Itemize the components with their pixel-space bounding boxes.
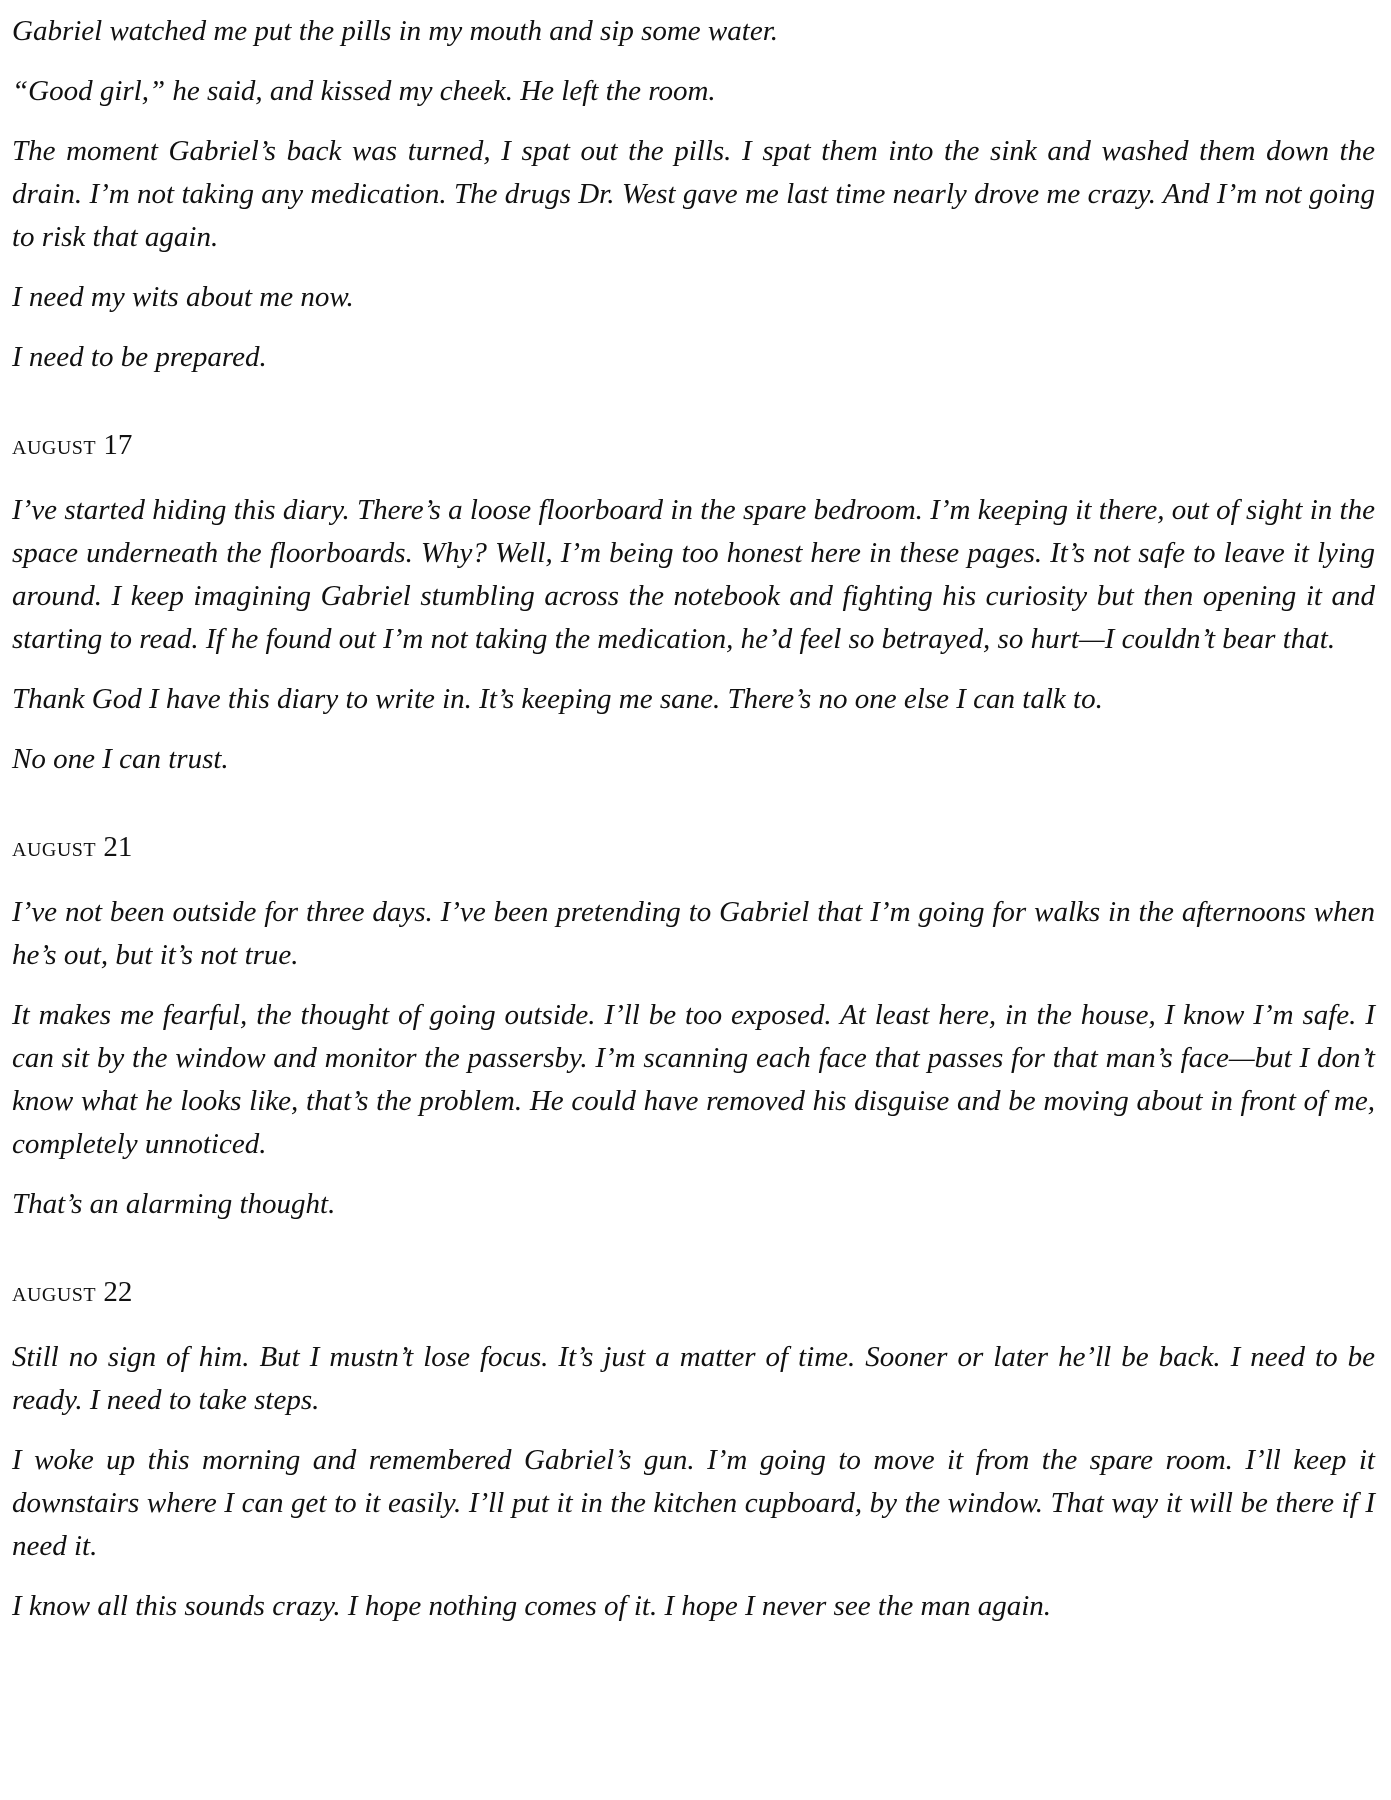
paragraph: No one I can trust. (12, 743, 229, 775)
entry-date-heading (12, 424, 1375, 467)
entry-date-heading (12, 1271, 1375, 1314)
entry-date-month: august (12, 429, 97, 461)
paragraph: That’s an alarming thought. (12, 1188, 336, 1220)
paragraph: Gabriel watched me put the pills in my mouth and sip some water. (12, 15, 779, 47)
entry-date-day: 17 (103, 429, 133, 461)
diary-entry-august-22 (12, 1271, 1375, 1628)
paragraph: It makes me fearful, the thought of going outside. I’ll be too exposed. At least here, in the house, I know I’m safe. I can sit by the window and monitor the passersby. I’m scanning each face that passes for that man’s face—but I don’t know what he looks like, that’s the problem. He could have removed his disguise and be moving about in front of me, completely unnoticed. (12, 999, 1375, 1160)
paragraph: I know all this sounds crazy. I hope nothing comes of it. I hope I never see the man again. (12, 1590, 1052, 1622)
paragraph: Still no sign of him. But I mustn’t lose focus. It’s just a matter of time. Sooner or later he’ll be back. I need to be ready. I need to take steps. (12, 1341, 1375, 1416)
entry-date-day: 21 (103, 831, 133, 863)
diary-entry-continued (12, 10, 1375, 379)
paragraph: I’ve not been outside for three days. I’ve been pretending to Gabriel that I’m going for walks in the afternoons when he’s out, but it’s not true. (12, 896, 1375, 971)
paragraph: I’ve started hiding this diary. There’s a loose floorboard in the spare bedroom. I’m keeping it there, out of sight in the space underneath the floorboards. Why? Well, I’m being too honest here in these pages. It’s not safe to leave it lying around. I keep imagining Gabriel stumbling across the notebook and fighting his curiosity but then opening it and starting to read. If he found out I’m not taking the medication, he’d feel so betrayed, so hurt—I couldn’t bear that. (12, 494, 1375, 655)
paragraph: Thank God I have this diary to write in. It’s keeping me sane. There’s no one else I can talk to. (12, 683, 1103, 715)
diary-entry-august-21 (12, 826, 1375, 1226)
paragraph: The moment Gabriel’s back was turned, I spat out the pills. I spat them into the sink and washed them down the drain. I’m not taking any medication. The drugs Dr. West gave me last time nearly drove me crazy. And I’m not going to risk that again. (12, 135, 1375, 253)
paragraph: “Good girl,” he said, and kissed my cheek. He left the room. (12, 75, 716, 107)
paragraph: I need to be prepared. (12, 341, 267, 373)
diary-entry-august-17 (12, 424, 1375, 781)
entry-date-month: august (12, 831, 97, 863)
paragraph: I woke up this morning and remembered Gabriel’s gun. I’m going to move it from the spare room. I’ll keep it downstairs where I can get to it easily. I’ll put it in the kitchen cupboard, by the window. That way it will be there if I need it. (12, 1444, 1375, 1562)
paragraph: I need my wits about me now. (12, 281, 354, 313)
entry-date-day: 22 (103, 1276, 133, 1308)
entry-date-month: august (12, 1276, 97, 1308)
entry-date-heading (12, 826, 1375, 869)
diary-page (12, 10, 1375, 1645)
